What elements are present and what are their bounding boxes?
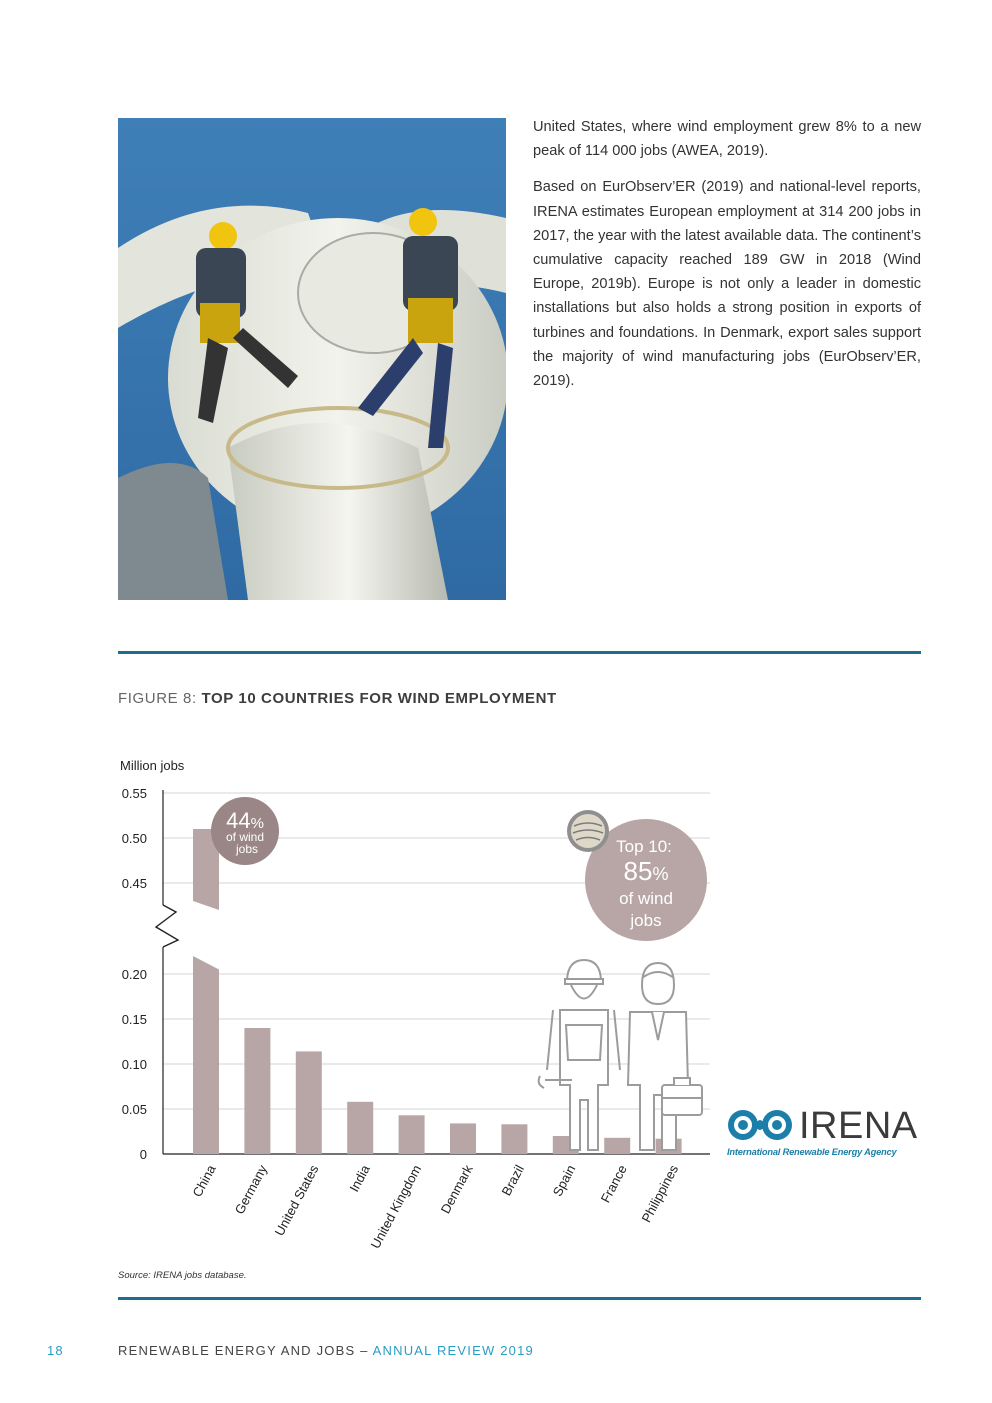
- x-tick-label: Philippines: [638, 1162, 682, 1225]
- y-tick-label: 0.50: [121, 831, 147, 846]
- bar: [399, 1115, 425, 1154]
- figure-heading: TOP 10 COUNTRIES FOR WIND EMPLOYMENT: [201, 690, 557, 707]
- x-tick-label: United States: [271, 1162, 322, 1239]
- footer-title: [118, 1343, 534, 1358]
- china-share-percent: 44%: [226, 808, 264, 833]
- bar: [501, 1124, 527, 1154]
- page-number: 18: [47, 1343, 64, 1358]
- figure-number: FIGURE 8:: [118, 690, 197, 707]
- irena-logo: [727, 1103, 930, 1163]
- source-note: Source: IRENA jobs database.: [118, 1270, 247, 1281]
- paragraph-1: United States, where wind employment grew 8% to a new peak of 114 000 jobs (AWEA, 2019).: [533, 119, 921, 160]
- bar: [450, 1123, 476, 1154]
- irena-tagline: International Renewable Energy Agency: [727, 1147, 897, 1157]
- footer-report-subtitle: ANNUAL REVIEW 2019: [372, 1343, 534, 1358]
- bar-china-lower: [193, 956, 219, 1154]
- y-tick-label: 0.55: [121, 786, 147, 801]
- x-tick-label: Germany: [231, 1162, 271, 1217]
- y-tick-label: 0.15: [121, 1012, 147, 1027]
- footer-report-name: RENEWABLE ENERGY AND JOBS –: [118, 1343, 373, 1358]
- bar: [604, 1138, 630, 1154]
- x-tick-label: France: [597, 1162, 630, 1206]
- top10-line2: jobs: [630, 911, 662, 930]
- x-tick-label: Brazil: [498, 1162, 528, 1199]
- briefcase-icon: [662, 1085, 702, 1115]
- top10-line1: of wind: [619, 889, 673, 908]
- y-tick-label: 0.10: [121, 1057, 147, 1072]
- y-tick-label: 0.45: [121, 876, 147, 891]
- y-tick-label: 0.05: [121, 1102, 147, 1117]
- irena-emblem-icon: [727, 1107, 799, 1147]
- x-tick-label: Denmark: [437, 1162, 476, 1216]
- irena-wordmark: IRENA: [799, 1105, 918, 1147]
- bar: [296, 1051, 322, 1154]
- worker-icon: [539, 960, 620, 1150]
- office-worker-icon: [628, 963, 702, 1150]
- y-axis-label: Million jobs: [120, 758, 185, 773]
- china-share-line2: jobs: [235, 842, 259, 856]
- axis-break-mark: [156, 905, 178, 947]
- x-tick-label: India: [346, 1162, 373, 1195]
- bar: [347, 1102, 373, 1154]
- top10-percent: 85%: [623, 856, 669, 886]
- paragraph-2: Based on EurObserv’ER (2019) and national-level reports, IRENA estimates European employment at 314 200 jobs in 2017, the year with the latest available data. The continent’s cumulative capacity reached 189 GW in 2018 (Wind Europe, 2019b). Europe is not only a leader in domestic installations but also holds a strong position in exports of turbines and foundations. In Denmark, export sales support the majority of wind manufacturing jobs (EurObserv’ER, 2019).: [533, 179, 921, 390]
- china-share-line1: of wind: [225, 830, 265, 844]
- x-tick-label: United Kingdom: [367, 1162, 425, 1252]
- x-tick-label: Spain: [549, 1162, 579, 1199]
- top10-label: Top 10:: [616, 837, 672, 856]
- y-tick-label: 0: [139, 1147, 147, 1162]
- x-tick-label: China: [189, 1162, 219, 1200]
- bar: [244, 1028, 270, 1154]
- globe-icon-inner: [571, 814, 605, 848]
- bottom-divider: [118, 1297, 921, 1300]
- y-tick-label: 0.20: [121, 967, 147, 982]
